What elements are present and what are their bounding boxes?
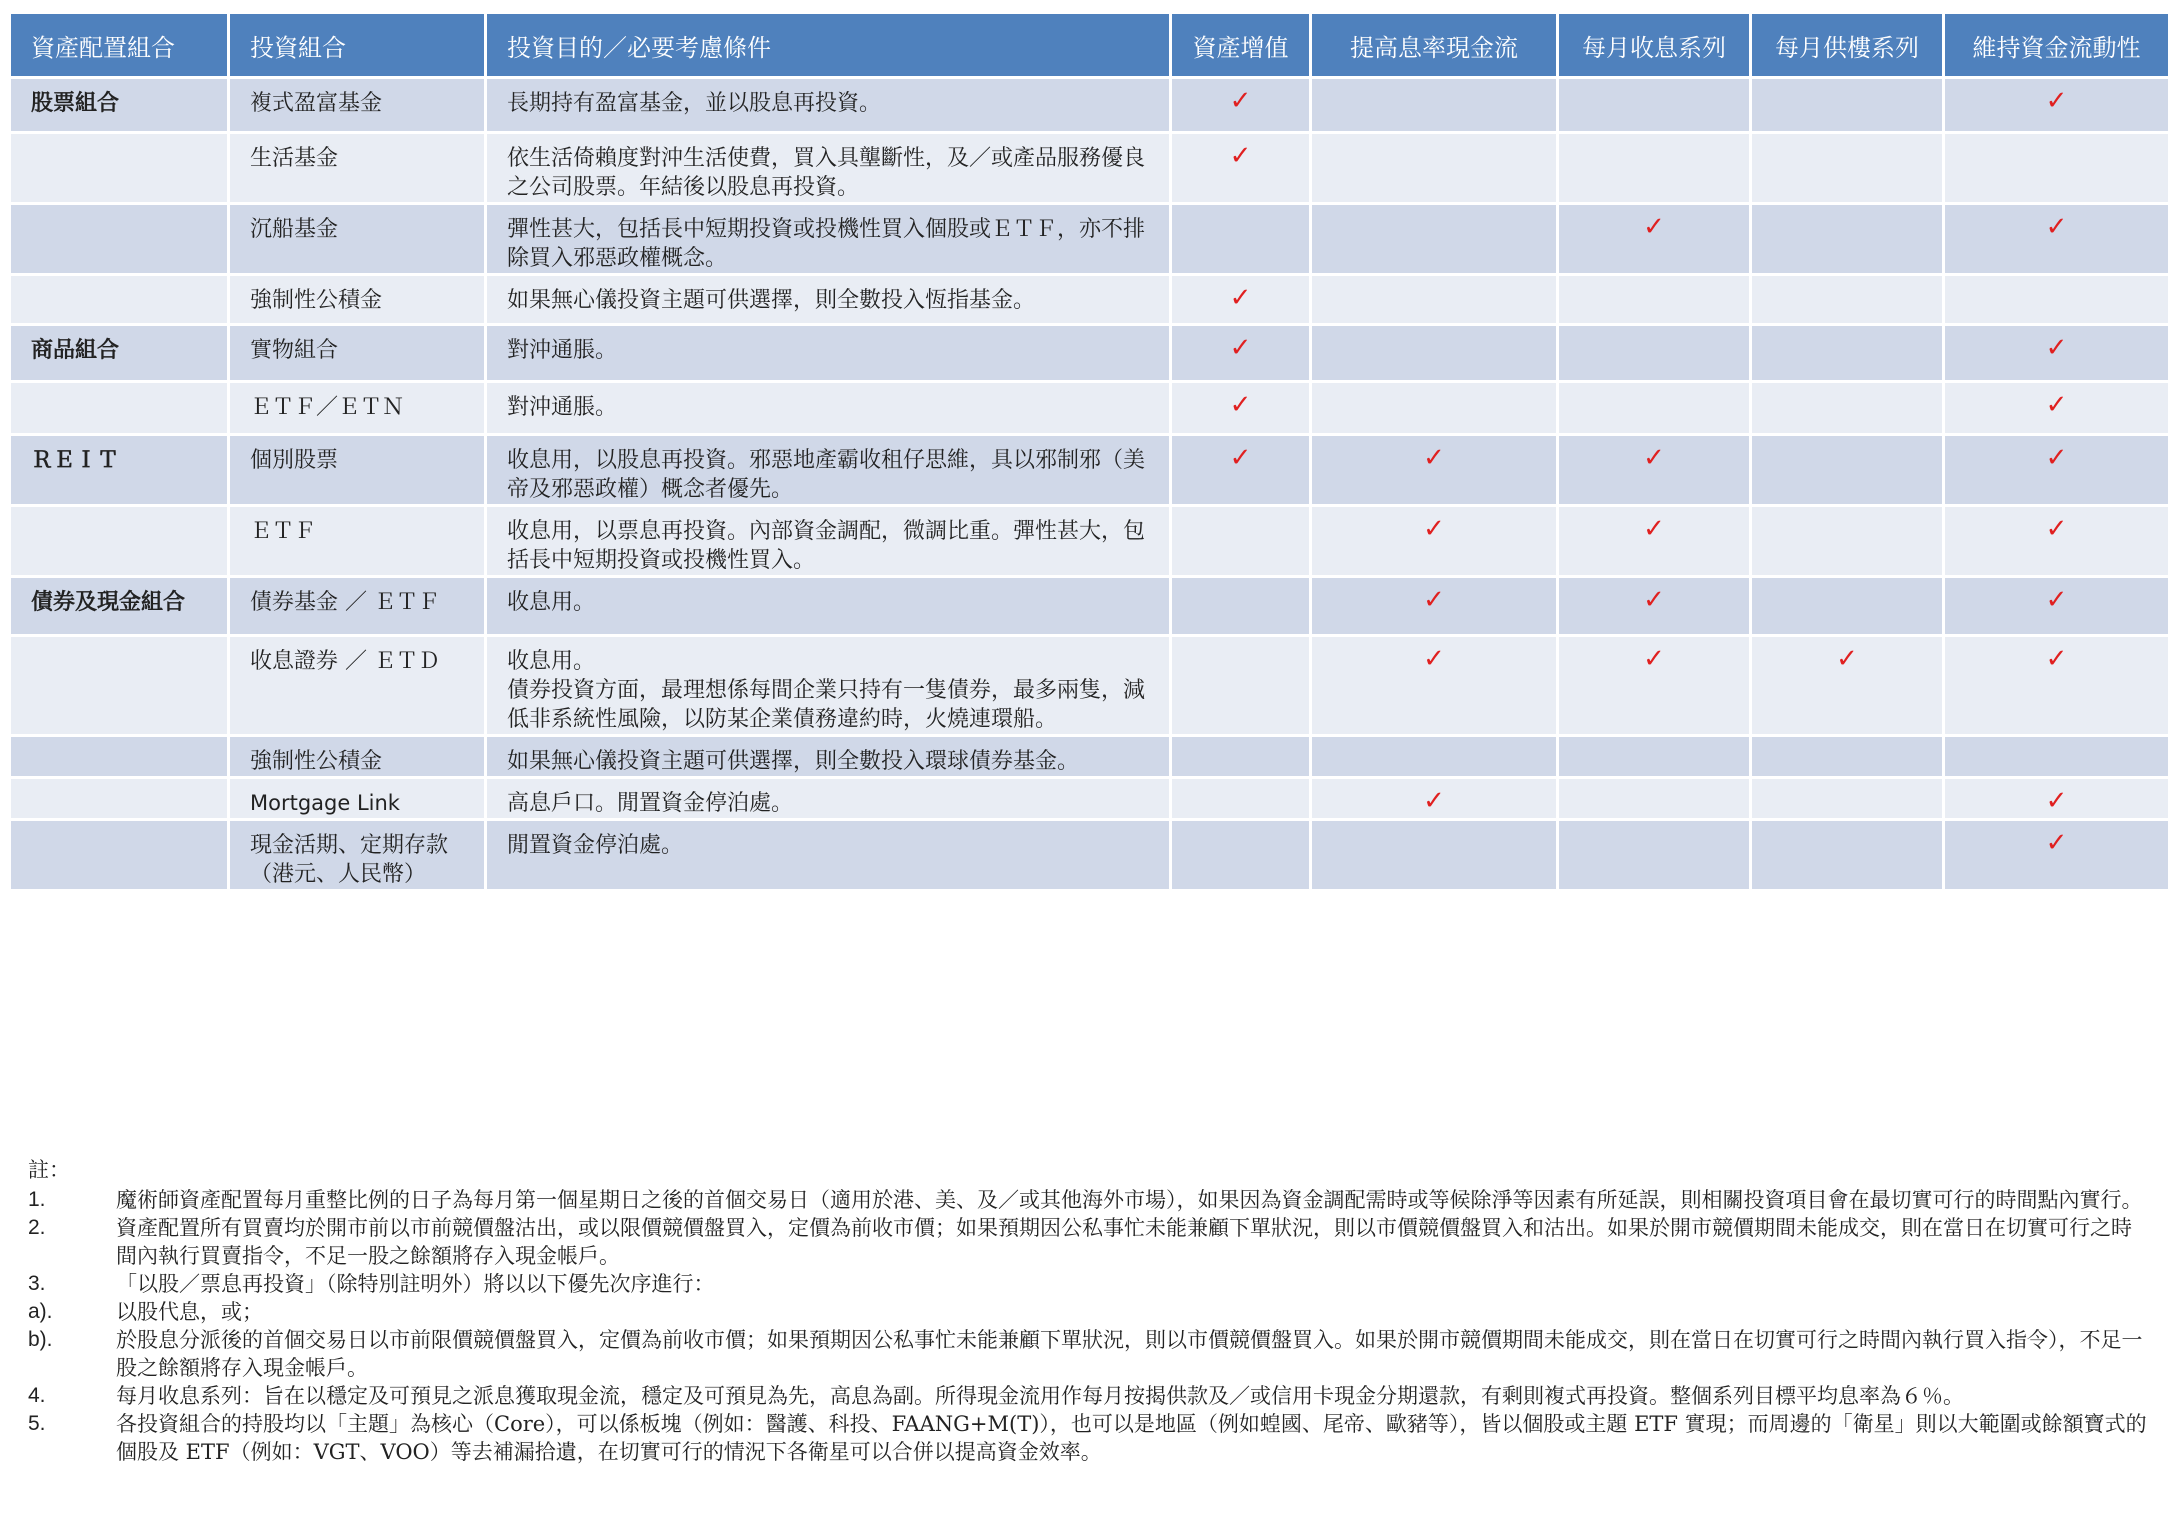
check-cell-growth [1172, 276, 1309, 323]
checkmark-icon: ✓ [2045, 786, 2068, 816]
note-marker: 1. [28, 1188, 46, 1211]
checkmark-icon: ✓ [1229, 443, 1252, 473]
check-cell-growth [1172, 326, 1309, 380]
portfolio-cell: ＥＴＦ [230, 507, 484, 575]
check-cell-mortgage [1752, 637, 1942, 734]
header-portfolio: 投資組合 [230, 14, 484, 76]
check-cell-income [1559, 79, 1749, 131]
checkmark-icon: ✓ [2045, 585, 2068, 615]
check-cell-mortgage [1752, 276, 1942, 323]
check-cell-cashflow [1312, 737, 1556, 776]
header-objective: 投資目的／必要考慮條件 [487, 14, 1169, 76]
check-cell-growth [1172, 578, 1309, 634]
check-cell-income [1559, 326, 1749, 380]
allocation-group-cell: 商品組合 [11, 326, 227, 380]
note-text: 每月收息系列：旨在以穩定及可預見之派息獲取現金流，穩定及可預見為先，高息為副。所得現金流用作每月按揭供款及／或信用卡現金分期還款，有剩則複式再投資。整個系列目標平均息率為６％。 [116, 1384, 1964, 1408]
check-cell-liquidity [1945, 821, 2168, 889]
table-row [11, 507, 2168, 575]
checkmark-icon: ✓ [1423, 585, 1445, 615]
note-text: 魔術師資產配置每月重整比例的日子為每月第一個星期日之後的首個交易日（適用於港、美、及／或其他海外市場），如果因為資金調配需時或等候除淨等因素有所延誤，則相關投資項目會在最切實可行的時間點內實行。 [116, 1188, 2143, 1212]
check-cell-mortgage [1752, 134, 1942, 202]
portfolio-cell: 複式盈富基金 [230, 79, 484, 131]
portfolio-cell: 沉船基金 [230, 205, 484, 273]
check-cell-income [1559, 205, 1749, 273]
check-cell-liquidity [1945, 436, 2168, 504]
check-cell-cashflow [1312, 205, 1556, 273]
check-cell-mortgage [1752, 507, 1942, 575]
note-marker: 2. [28, 1216, 46, 1239]
checkmark-icon: ✓ [1229, 283, 1252, 313]
table-row [11, 79, 2168, 131]
notes-list [28, 1186, 2148, 1466]
allocation-group-cell: 債券及現金組合 [11, 578, 227, 634]
note-text: 資產配置所有買賣均於開市前以市前競價盤沽出，或以限價競價盤買入，定價為前收市價；如果預期因公私事忙未能兼顧下單狀況，則以市價競價盤買入和沽出。如果於開市競價期間未能成交，則在當日在切實可行之時間內執行買賣指令，不足一股之餘額將存入現金帳戶。 [116, 1216, 2132, 1268]
check-cell-cashflow [1312, 134, 1556, 202]
table-row [11, 779, 2168, 818]
check-cell-income [1559, 134, 1749, 202]
checkmark-icon: ✓ [2045, 828, 2068, 858]
objective-cell: 如果無心儀投資主題可供選擇，則全數投入恆指基金。 [487, 276, 1169, 323]
note-marker: 4. [28, 1384, 46, 1407]
checkmark-icon: ✓ [1643, 585, 1665, 615]
table-row [11, 637, 2168, 734]
checkmark-icon: ✓ [2045, 86, 2068, 116]
check-cell-income [1559, 507, 1749, 575]
check-cell-growth [1172, 205, 1309, 273]
table-body [11, 79, 2168, 889]
allocation-group-cell [11, 637, 227, 734]
portfolio-cell: 個別股票 [230, 436, 484, 504]
check-cell-cashflow [1312, 436, 1556, 504]
checkmark-icon: ✓ [1836, 644, 1858, 674]
note-item [28, 1186, 2148, 1214]
check-cell-income [1559, 276, 1749, 323]
header-cashflow: 提高息率現金流 [1312, 14, 1556, 76]
allocation-table-container [8, 11, 2168, 892]
check-cell-mortgage [1752, 79, 1942, 131]
header-liquidity: 維持資金流動性 [1945, 14, 2168, 76]
check-cell-liquidity [1945, 507, 2168, 575]
portfolio-cell: 現金活期、定期存款（港元、人民幣） [230, 821, 484, 889]
check-cell-growth [1172, 779, 1309, 818]
check-cell-mortgage [1752, 383, 1942, 433]
table-row [11, 821, 2168, 889]
check-cell-liquidity [1945, 134, 2168, 202]
check-cell-mortgage [1752, 821, 1942, 889]
check-cell-liquidity [1945, 637, 2168, 734]
check-cell-growth [1172, 637, 1309, 734]
checkmark-icon: ✓ [1423, 786, 1445, 816]
table-row [11, 737, 2168, 776]
checkmark-icon: ✓ [2045, 390, 2068, 420]
allocation-group-cell [11, 134, 227, 202]
note-marker: a). [28, 1300, 53, 1323]
note-text: 於股息分派後的首個交易日以市前限價競價盤買入，定價為前收市價；如果預期因公私事忙未能兼顧下單狀況，則以市價競價盤買入。如果於開市競價期間未能成交，則在當日在切實可行之時間內執行買入指令），不足一股之餘額將存入現金帳戶。 [116, 1328, 2143, 1380]
objective-cell: 高息戶口。閒置資金停泊處。 [487, 779, 1169, 818]
checkmark-icon: ✓ [2045, 212, 2068, 242]
objective-cell: 收息用，以股息再投資。邪惡地產霸收租仔思維，具以邪制邪（美帝及邪惡政權）概念者優先。 [487, 436, 1169, 504]
table-row [11, 205, 2168, 273]
check-cell-income [1559, 779, 1749, 818]
check-cell-growth [1172, 383, 1309, 433]
check-cell-cashflow [1312, 779, 1556, 818]
portfolio-cell: 債券基金 ／ ＥＴＦ [230, 578, 484, 634]
allocation-group-cell: ＲＥＩＴ [11, 436, 227, 504]
objective-cell: 如果無心儀投資主題可供選擇，則全數投入環球債券基金。 [487, 737, 1169, 776]
checkmark-icon: ✓ [1229, 86, 1252, 116]
check-cell-growth [1172, 79, 1309, 131]
check-cell-mortgage [1752, 326, 1942, 380]
checkmark-icon: ✓ [1643, 514, 1665, 544]
check-cell-income [1559, 821, 1749, 889]
check-cell-liquidity [1945, 383, 2168, 433]
notes-heading: 註： [28, 1158, 70, 1182]
note-text: 各投資組合的持股均以「主題」為核心（Core），可以係板塊（例如：醫護、科投、FAANG+M(T)），也可以是地區（例如蝗國、尾帝、歐豬等），皆以個股或主題 ETF 實現；而周邊的「衛星」則以大範圍或餘額寶式的個股及 ETF（例如：VGT、VOO）等去補漏拾遺，在切實可行的情況下各衛星可以合併以提高資金效率。 [116, 1412, 2147, 1464]
objective-cell: 閒置資金停泊處。 [487, 821, 1169, 889]
checkmark-icon: ✓ [1423, 644, 1445, 674]
portfolio-cell: 強制性公積金 [230, 276, 484, 323]
checkmark-icon: ✓ [1643, 443, 1665, 473]
note-marker: 5. [28, 1412, 46, 1435]
check-cell-mortgage [1752, 436, 1942, 504]
allocation-group-cell [11, 779, 227, 818]
checkmark-icon: ✓ [1423, 443, 1445, 473]
check-cell-growth [1172, 436, 1309, 504]
check-cell-liquidity [1945, 205, 2168, 273]
table-row [11, 326, 2168, 380]
table-row [11, 578, 2168, 634]
portfolio-cell: Mortgage Link [230, 779, 484, 818]
objective-cell: 長期持有盈富基金，並以股息再投資。 [487, 79, 1169, 131]
objective-cell: 收息用。 債券投資方面，最理想係每間企業只持有一隻債券，最多兩隻，減低非系統性風險，以防某企業債務違約時，火燒連環船。 [487, 637, 1169, 734]
header-monthly-mortgage: 每月供樓系列 [1752, 14, 1942, 76]
check-cell-cashflow [1312, 507, 1556, 575]
portfolio-cell: 強制性公積金 [230, 737, 484, 776]
header-growth: 資產增值 [1172, 14, 1309, 76]
checkmark-icon: ✓ [1643, 212, 1665, 242]
check-cell-liquidity [1945, 779, 2168, 818]
check-cell-liquidity [1945, 276, 2168, 323]
table-header-row [11, 14, 2168, 76]
check-cell-mortgage [1752, 578, 1942, 634]
objective-cell: 依生活倚賴度對沖生活使費，買入具壟斷性，及／或產品服務優良之公司股票。年結後以股息再投資。 [487, 134, 1169, 202]
table-row [11, 436, 2168, 504]
portfolio-cell: 實物組合 [230, 326, 484, 380]
checkmark-icon: ✓ [1229, 333, 1252, 363]
check-cell-cashflow [1312, 79, 1556, 131]
check-cell-liquidity [1945, 79, 2168, 131]
allocation-group-cell [11, 821, 227, 889]
check-cell-cashflow [1312, 383, 1556, 433]
portfolio-cell: 生活基金 [230, 134, 484, 202]
check-cell-cashflow [1312, 276, 1556, 323]
note-marker: b). [28, 1328, 53, 1351]
allocation-table [8, 11, 2171, 892]
check-cell-cashflow [1312, 821, 1556, 889]
checkmark-icon: ✓ [2045, 443, 2068, 473]
check-cell-growth [1172, 134, 1309, 202]
check-cell-mortgage [1752, 205, 1942, 273]
portfolio-cell: ＥＴＦ／ＥＴＮ [230, 383, 484, 433]
note-item [28, 1410, 2148, 1466]
note-item [28, 1326, 2148, 1382]
checkmark-icon: ✓ [1229, 141, 1252, 171]
objective-cell: 收息用，以票息再投資。內部資金調配，微調比重。彈性甚大，包括長中短期投資或投機性買入。 [487, 507, 1169, 575]
check-cell-liquidity [1945, 737, 2168, 776]
check-cell-income [1559, 578, 1749, 634]
check-cell-cashflow [1312, 637, 1556, 734]
checkmark-icon: ✓ [2045, 333, 2068, 363]
check-cell-cashflow [1312, 578, 1556, 634]
allocation-group-cell [11, 383, 227, 433]
check-cell-growth [1172, 821, 1309, 889]
checkmark-icon: ✓ [2045, 514, 2068, 544]
check-cell-growth [1172, 507, 1309, 575]
objective-cell: 彈性甚大，包括長中短期投資或投機性買入個股或ＥＴＦ，亦不排除買入邪惡政權概念。 [487, 205, 1169, 273]
header-allocation: 資產配置組合 [11, 14, 227, 76]
allocation-group-cell [11, 507, 227, 575]
check-cell-mortgage [1752, 779, 1942, 818]
table-row [11, 134, 2168, 202]
check-cell-income [1559, 637, 1749, 734]
check-cell-income [1559, 383, 1749, 433]
check-cell-liquidity [1945, 578, 2168, 634]
checkmark-icon: ✓ [1643, 644, 1665, 674]
checkmark-icon: ✓ [2045, 644, 2068, 674]
check-cell-income [1559, 737, 1749, 776]
check-cell-growth [1172, 737, 1309, 776]
note-item [28, 1270, 2148, 1298]
portfolio-cell: 收息證券 ／ ＥＴＤ [230, 637, 484, 734]
note-item [28, 1298, 2148, 1326]
check-cell-income [1559, 436, 1749, 504]
objective-cell: 對沖通脹。 [487, 326, 1169, 380]
note-text: 以股代息，或； [116, 1300, 263, 1324]
allocation-group-cell [11, 276, 227, 323]
note-item [28, 1382, 2148, 1410]
header-monthly-income: 每月收息系列 [1559, 14, 1749, 76]
check-cell-mortgage [1752, 737, 1942, 776]
note-item [28, 1214, 2148, 1270]
table-row [11, 383, 2168, 433]
objective-cell: 收息用。 [487, 578, 1169, 634]
notes-section [28, 1156, 2148, 1466]
checkmark-icon: ✓ [1423, 514, 1445, 544]
check-cell-liquidity [1945, 326, 2168, 380]
allocation-group-cell [11, 205, 227, 273]
table-row [11, 276, 2168, 323]
objective-cell: 對沖通脹。 [487, 383, 1169, 433]
check-cell-cashflow [1312, 326, 1556, 380]
note-marker: 3. [28, 1272, 46, 1295]
checkmark-icon: ✓ [1229, 390, 1252, 420]
allocation-group-cell [11, 737, 227, 776]
note-text: 「以股／票息再投資」（除特別註明外）將以以下優先次序進行： [116, 1272, 715, 1296]
allocation-group-cell: 股票組合 [11, 79, 227, 131]
